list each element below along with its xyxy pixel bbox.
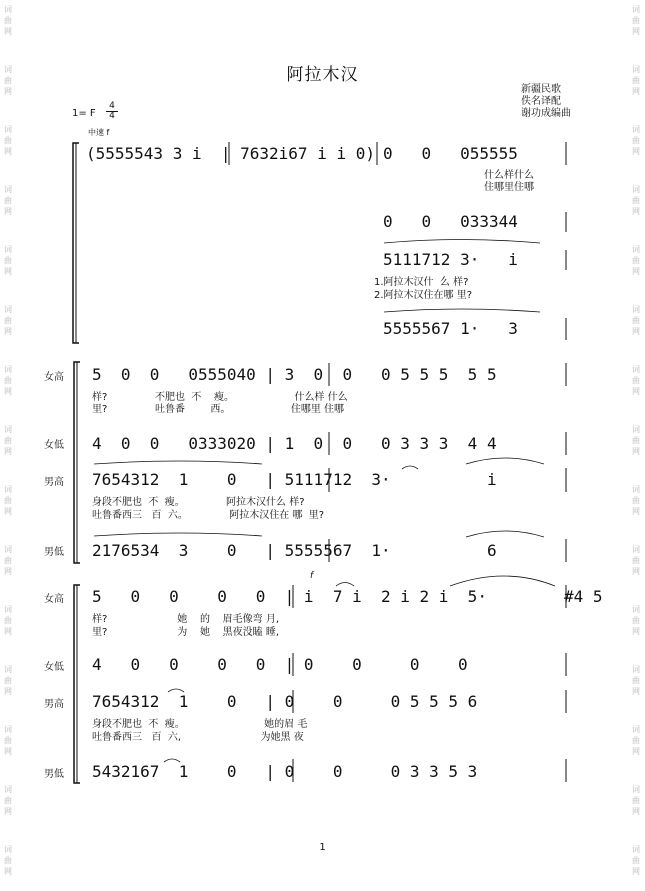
tenor-line-1: 5111712 3· i xyxy=(383,250,518,269)
part-label-alto: 女低 xyxy=(44,440,64,451)
watermark-mark: 词 曲 网 xyxy=(4,605,12,636)
tenor-line-2: 7654312 1 0 | 5111712 3· i xyxy=(92,470,497,489)
watermark-mark: 词 曲 网 xyxy=(4,725,12,756)
tenor-line-3: 7654312 1 0 | 0 0 0 5 5 5 6 xyxy=(92,692,478,711)
tie xyxy=(336,583,354,587)
watermark-mark: 词 曲 网 xyxy=(632,605,640,636)
credit-arranger: 谢功成编曲 xyxy=(521,108,571,119)
tie xyxy=(402,466,418,469)
key-signature: 1= F xyxy=(72,108,96,119)
watermark-mark: 词 曲 网 xyxy=(632,425,640,456)
part-label-alto-3: 女低 xyxy=(44,662,64,673)
part-label-bass-3: 男低 xyxy=(44,769,64,780)
watermark-mark: 词 曲 网 xyxy=(632,665,640,696)
watermark-mark: 词 曲 网 xyxy=(632,5,640,36)
tempo-marking: 中速 f xyxy=(88,128,110,137)
melody-line-1: 0 0 055555 xyxy=(383,144,518,163)
tenor-lyric-3a: 身段不肥也 不 瘦。 她的眉 毛 xyxy=(92,719,308,730)
watermark-mark: 词 曲 网 xyxy=(632,245,640,276)
part-label-tenor: 男高 xyxy=(44,477,64,488)
dynamic-forte: f xyxy=(310,571,314,581)
soprano-lyric-2b: 里? 吐鲁番 西。 住哪里 住哪 xyxy=(92,404,344,415)
watermark-mark: 词 曲 网 xyxy=(4,425,12,456)
watermark-mark: 词 曲 网 xyxy=(632,785,640,816)
watermark-mark: 词 曲 网 xyxy=(632,725,640,756)
watermark-mark: 词 曲 网 xyxy=(4,545,12,576)
melody-lyric-2: 住哪里住哪 xyxy=(484,182,534,193)
tie xyxy=(450,576,555,586)
soprano-line-3: 5 0 0 0 0 | i 7 i 2 i 2 i 5· #4 5 xyxy=(92,587,603,606)
watermark-mark: 词 曲 网 xyxy=(4,5,12,36)
tenor-lyric-3b: 吐鲁番西三 百 六, 为她黑 夜 xyxy=(92,732,304,743)
tenor-lyric-2b: 吐鲁番西三 百 六。 阿拉木汉住在 哪 里? xyxy=(92,510,325,521)
tie xyxy=(466,531,544,537)
tenor-lyric-2: 2.阿拉木汉住在哪 里? xyxy=(374,290,473,301)
tenor-lyric-2a: 身段不肥也 不 瘦。 阿拉木汉什么 样? xyxy=(92,497,305,508)
meter-top: 4 xyxy=(109,101,115,111)
bass-line-3: 5432167 1 0 | 0 0 0 3 3 5 3 xyxy=(92,762,478,781)
part-label-tenor-3: 男高 xyxy=(44,699,64,710)
tenor-lyric-1: 1.阿拉木汉什 么 样? xyxy=(374,277,469,288)
watermark-mark: 词 曲 网 xyxy=(4,185,12,216)
watermark-mark: 词 曲 网 xyxy=(632,545,640,576)
bass-line-1: 5555567 1· 3 xyxy=(383,319,518,338)
page-title: 阿拉木汉 xyxy=(286,65,359,85)
watermark-mark: 词 曲 网 xyxy=(4,245,12,276)
melody-lyric-1: 什么样什么 xyxy=(484,170,534,181)
watermark-mark: 词 曲 网 xyxy=(4,125,12,156)
watermark-mark: 词 曲 网 xyxy=(632,185,640,216)
page-number: 1 xyxy=(319,842,326,853)
soprano-lyric-2a: 样? 不肥也 不 瘦。 什么样 什么 xyxy=(92,392,348,403)
part-label-bass: 男低 xyxy=(44,547,64,558)
credit-origin: 新疆民歌 xyxy=(521,84,561,95)
watermark-mark: 词 曲 网 xyxy=(632,305,640,336)
part-label-soprano: 女高 xyxy=(44,372,64,383)
watermark-mark: 词 曲 网 xyxy=(4,845,12,876)
watermark-mark: 词 曲 网 xyxy=(632,125,640,156)
slur xyxy=(384,240,540,244)
watermark-mark: 词 曲 网 xyxy=(4,485,12,516)
soprano-lyric-3b: 里? 为 她 黑夜没瞌 睡, xyxy=(92,627,280,638)
alto-line-2: 4 0 0 0333020 | 1 0 0 0 3 3 3 4 4 xyxy=(92,434,497,453)
slur xyxy=(94,533,262,536)
watermark-mark: 词 曲 网 xyxy=(632,845,640,876)
part-label-soprano-3: 女高 xyxy=(44,594,64,605)
slur xyxy=(94,461,262,464)
soprano-lyric-3a: 样? 她 的 眉毛像弯 月, xyxy=(92,614,280,625)
bass-line-2: 2176534 3 0 | 5555567 1· 6 xyxy=(92,541,497,560)
alto-line-1: 0 0 033344 xyxy=(383,212,518,231)
watermark-mark: 词 曲 网 xyxy=(632,65,640,96)
watermark-mark: 词 曲 网 xyxy=(4,665,12,696)
meter-bottom: 4 xyxy=(106,111,118,121)
credit-lyrics: 佚名译配 xyxy=(521,96,561,107)
watermark-mark: 词 曲 网 xyxy=(4,305,12,336)
tie xyxy=(466,458,544,464)
watermark-mark: 词 曲 网 xyxy=(632,485,640,516)
slur xyxy=(384,309,540,312)
alto-line-3: 4 0 0 0 0 | 0 0 0 0 xyxy=(92,655,468,674)
watermark-mark: 词 曲 网 xyxy=(632,365,640,396)
watermark-mark: 词 曲 网 xyxy=(4,365,12,396)
watermark-mark: 词 曲 网 xyxy=(4,785,12,816)
soprano-line-2: 5 0 0 0555040 | 3 0 0 0 5 5 5 5 5 xyxy=(92,365,497,384)
intro-notes: (5555543 3 i | 7632i67 i i 0) xyxy=(86,144,375,163)
watermark-mark: 词 曲 网 xyxy=(4,65,12,96)
